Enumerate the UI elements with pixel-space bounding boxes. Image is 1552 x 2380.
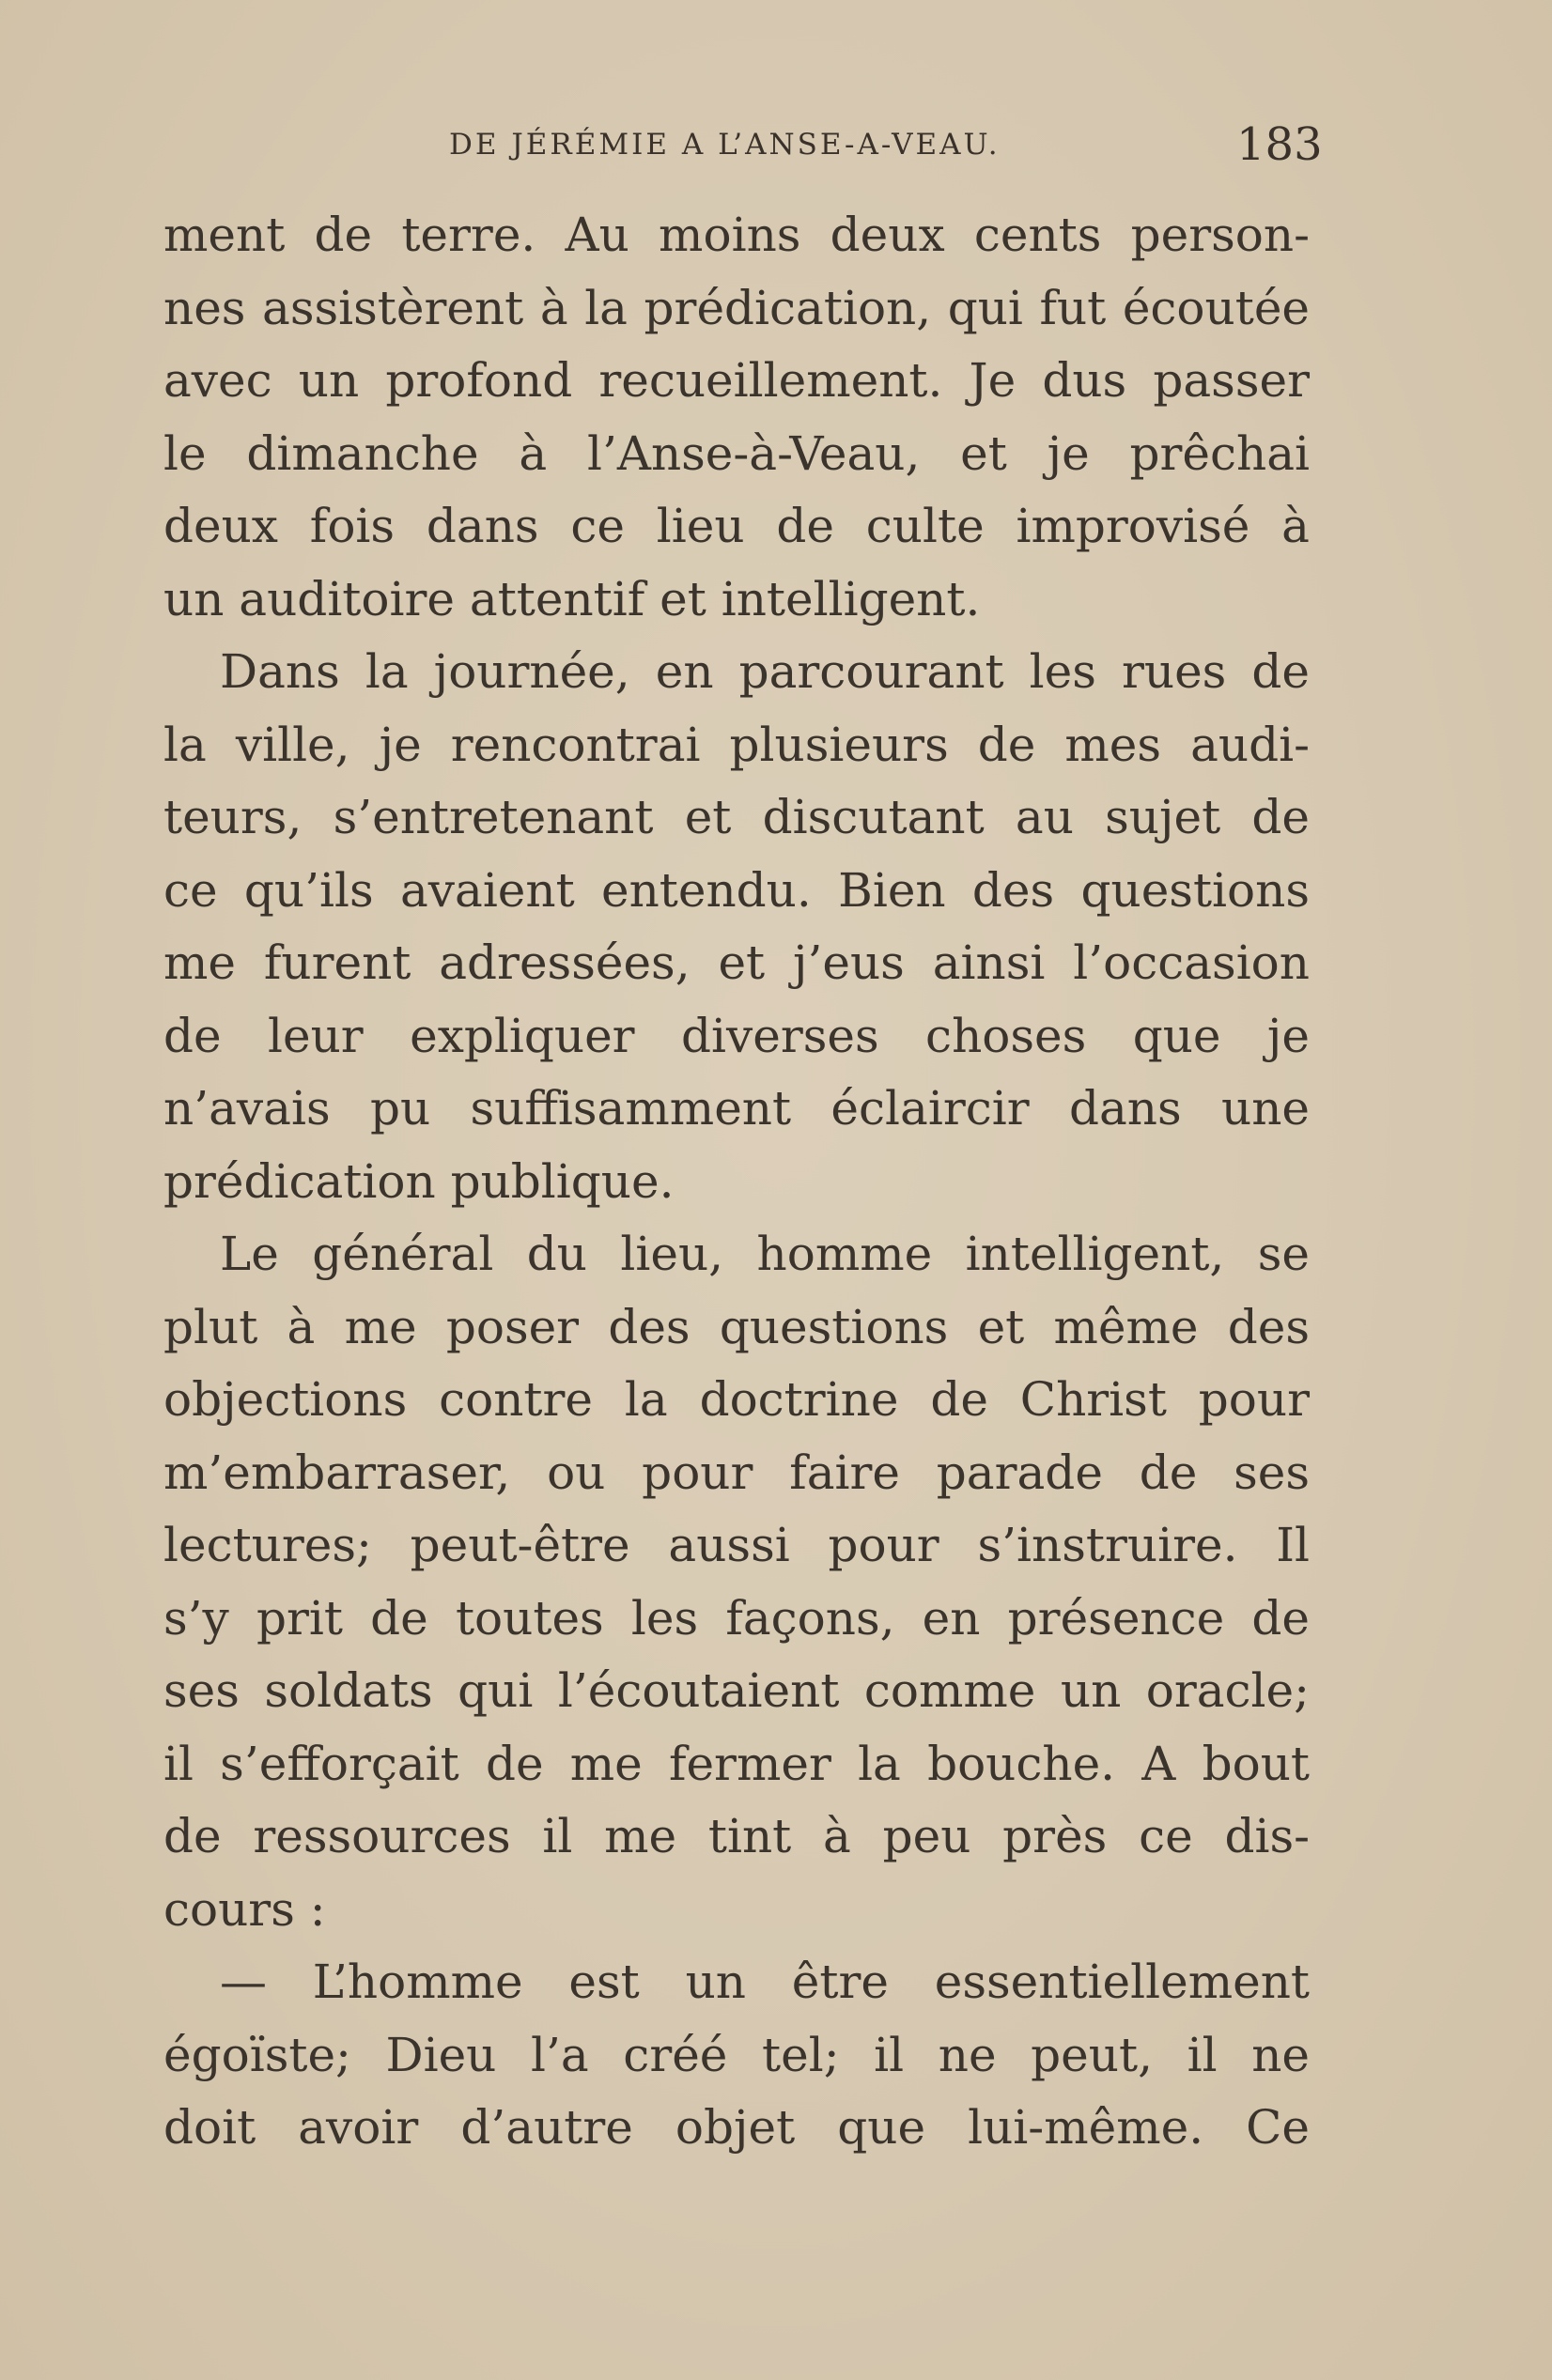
text-line: ment de terre. Au moins deux cents person- <box>163 208 1310 262</box>
running-head: DE JÉRÉMIE A L’ANSE-A-VEAU. <box>449 128 1001 162</box>
text-line: avec un profond recueillement. Je dus passer <box>163 353 1310 408</box>
text-line: un auditoire attentif et intelligent. <box>163 571 981 626</box>
text-line: de ressources il me tint à peu près ce dis- <box>163 1809 1310 1863</box>
text-line: lectures; peut-être aussi pour s’instruire. Il <box>163 1518 1310 1572</box>
text-line: ses soldats qui l’écoutaient comme un oracle; <box>163 1663 1310 1718</box>
text-line: égoïste; Dieu l’a créé tel; il ne peut, il ne <box>163 2027 1310 2082</box>
text-line: deux fois dans ce lieu de culte improvisé à <box>163 499 1310 553</box>
text-line: teurs, s’entretenant et discutant au sujet de <box>163 790 1310 844</box>
text-line: s’y prit de toutes les façons, en présence de <box>163 1590 1310 1646</box>
text-line: — L’homme est un être essentiellement <box>220 1955 1310 2009</box>
text-line: il s’efforçait de me fermer la bouche. A bout <box>163 1736 1310 1791</box>
text-line: plut à me poser des questions et même des <box>163 1299 1310 1354</box>
text-line: la ville, je rencontrai plusieurs de mes audi- <box>163 717 1310 772</box>
text-line: objections contre la doctrine de Christ pour <box>163 1372 1310 1427</box>
text-line: me furent adressées, et j’eus ainsi l’occasion <box>163 935 1310 990</box>
text-line: de leur expliquer diverses choses que je <box>163 1008 1310 1063</box>
text-line: m’embarraser, ou pour faire parade de ses <box>163 1445 1310 1500</box>
text-line: nes assistèrent à la prédication, qui fut écoutée <box>163 280 1310 335</box>
text-line: n’avais pu suffisamment éclaircir dans une <box>163 1081 1310 1136</box>
text-line: ce qu’ils avaient entendu. Bien des questions <box>163 862 1310 918</box>
text-line: le dimanche à l’Anse-à-Veau, et je prêchai <box>163 425 1310 481</box>
body-text <box>163 199 1310 2165</box>
page-number: 183 <box>1236 118 1323 171</box>
text-line: Dans la journée, en parcourant les rues de <box>220 644 1310 699</box>
text-line: doit avoir d’autre objet que lui-même. Ce <box>163 2100 1310 2155</box>
text-line: prédication publique. <box>163 1153 675 1209</box>
text-line: cours : <box>163 1881 326 1937</box>
text-line: Le général du lieu, homme intelligent, se <box>220 1227 1310 1281</box>
